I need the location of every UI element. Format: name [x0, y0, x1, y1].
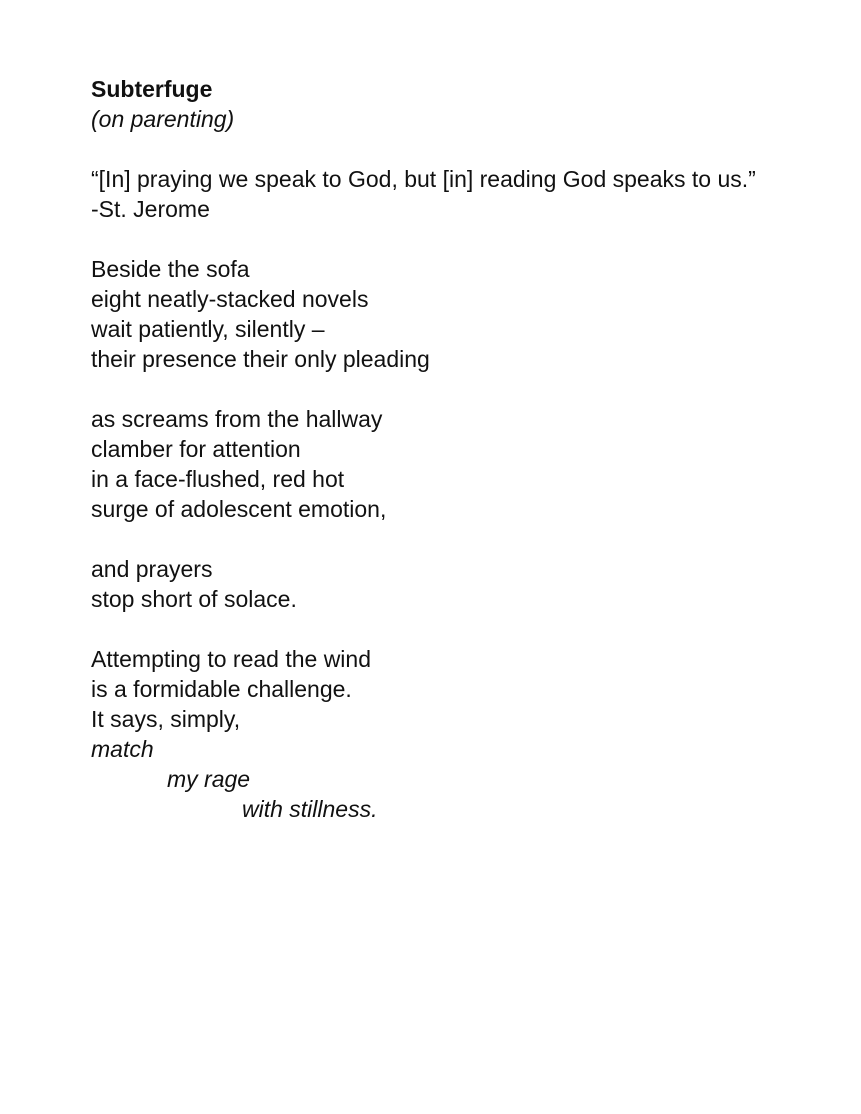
stanza-3 — [91, 554, 831, 614]
poem-line: eight neatly-stacked novels — [91, 286, 369, 312]
poem-line: in a face-flushed, red hot — [91, 466, 345, 492]
poem-line: their presence their only pleading — [91, 346, 430, 372]
spacer — [91, 374, 831, 404]
spacer — [91, 224, 831, 254]
poem-line: surge of adolescent emotion, — [91, 496, 387, 522]
poem-line: is a formidable challenge. — [91, 676, 352, 702]
poem-subtitle: (on parenting) — [91, 106, 235, 132]
spacer — [91, 524, 831, 554]
stanza-2 — [91, 404, 831, 524]
poem-line-italic-indented: my rage — [167, 766, 251, 792]
poem — [91, 74, 831, 824]
poem-line-italic: match — [91, 736, 154, 762]
poem-title: Subterfuge — [91, 76, 213, 102]
poem-line: wait patiently, silently – — [91, 316, 325, 342]
stanza-1 — [91, 254, 831, 374]
epigraph-attribution: -St. Jerome — [91, 196, 210, 222]
epigraph-quote: “[In] praying we speak to God, but [in] reading God speaks to us.” — [91, 166, 756, 192]
poem-line: Attempting to read the wind — [91, 646, 371, 672]
spacer — [91, 614, 831, 644]
poem-line: Beside the sofa — [91, 256, 250, 282]
spacer — [91, 134, 831, 164]
poem-line: It says, simply, — [91, 706, 241, 732]
poem-line-italic-indented: with stillness. — [242, 796, 378, 822]
poem-line: stop short of solace. — [91, 586, 297, 612]
poem-line: as screams from the hallway — [91, 406, 383, 432]
poem-line: and prayers — [91, 556, 213, 582]
stanza-4 — [91, 644, 831, 824]
poem-line: clamber for attention — [91, 436, 301, 462]
